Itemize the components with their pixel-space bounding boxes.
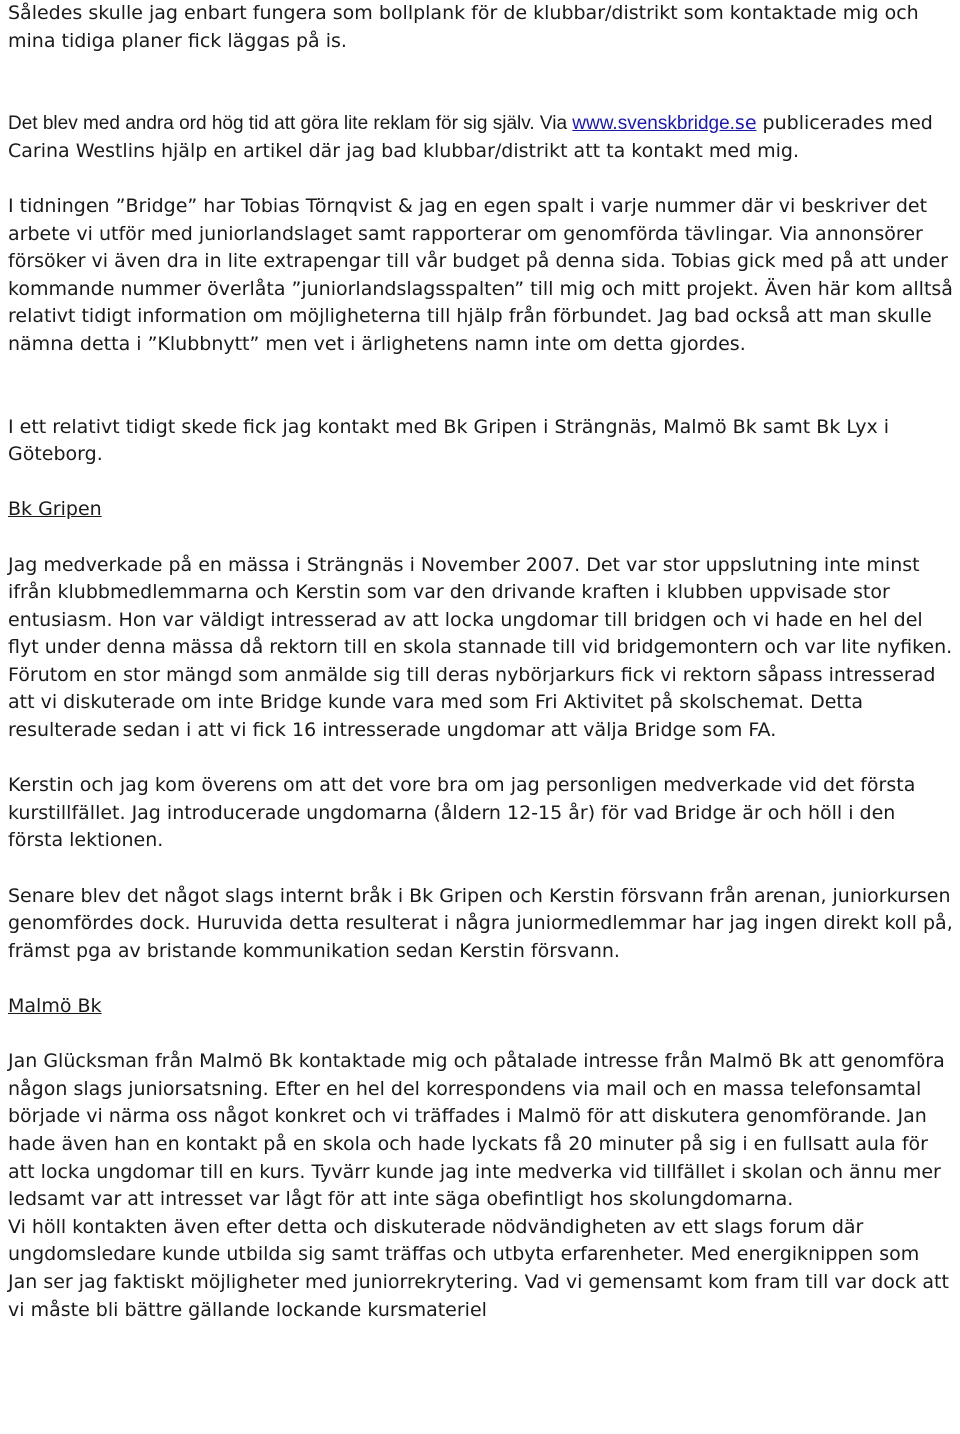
paragraph-massa-strangnas: Jag medverkade på en mässa i Strängnäs i November 2007. Det var stor uppslutning inte minst ifrån klubbmedlemmarna och Kerstin som var den drivande kraften i klubben uppvisade stor entusiasm. Hon var väldigt intresserad av att locka ungdomar till bridgen och vi hade en hel del flyt under denna mässa då rektorn till en skola stannade till vid bridgemontern och var lite nyfiken. Förutom en stor mängd som anmälde sig till deras nybörjarkurs fick vi rektorn såpass intresserad att vi diskuterade om inte Bridge kunde vara med som Fri Aktivitet på skolschemat. Detta resulterade sedan i att vi fick 16 intresserade ungdomar att välja Bridge som FA. bbox=[8, 553, 953, 742]
paragraph-reklam-rest: publicerades med Carina Westlins hjälp en artikel där jag bad klubbar/distrikt att ta kontakt med mig. bbox=[8, 112, 933, 162]
svenskbridge-link-tld[interactable]: se bbox=[734, 112, 757, 135]
heading-malmo-bk: Malmö Bk bbox=[8, 995, 102, 1017]
svenskbridge-link-domain: www.svenskbridge. bbox=[572, 113, 735, 135]
paragraph-forum: Vi höll kontakten även efter detta och diskuterade nödvändigheten av ett slags forum där ungdomsledare kunde utbilda sig samt träffas och utbyta erfarenheter. Med energiknippen som Jan ser jag faktiskt möjligheter med juniorrekrytering. Vad vi gemensamt kom fram till var dock att vi måste bli bättre gällande lockande kursmateriel bbox=[8, 1215, 949, 1321]
paragraph-tidningen-bridge: I tidningen ”Bridge” har Tobias Törnqvist & jag en egen spalt i varje nummer där vi beskriver det arbete vi utför med juniorlandslaget samt rapporterar om genomförda tävlingar. Via annonsörer försöker vi även dra in lite extrapengar till vår budget på denna sida. Tobias gick med på att under kommande nummer överlåta ”juniorlandslagsspalten” till mig och mitt projekt. Även här kom alltså relativt tidigt information om möjligheterna till hjälp från förbundet. Jag bad också att man skulle nämna detta i ”Klubbnytt” men vet i ärlighetens namn inte om detta gjordes. bbox=[8, 194, 953, 355]
paragraph-jan-glucksman: Jan Glücksman från Malmö Bk kontaktade mig och påtalade intresse från Malmö Bk att genomföra någon slags juniorsatsning. Efter en hel del korrespondens via mail och en massa telefonsamtal började vi närma oss något konkret och vi träffades i Malmö för att diskutera genomförande. Jan hade även han en kontakt på en skola och hade lyckats få 20 minuter på sig i en fullsatt aula för att locka ungdomar till en kurs. Tyvärr kunde jag inte medverka vid tillfället i skolan och ännu mer ledsamt var att intresset var lågt för att inte säga obefintligt hos skolungdomarna. bbox=[8, 1050, 945, 1211]
paragraph-internt-brak: Senare blev det något slags internt bråk i Bk Gripen och Kerstin försvann från arenan, juniorkursen genomfördes dock. Huruvida detta resulterat i några juniormedlemmar har jag ingen direkt koll på, främst pga av bristande kommunikation sedan Kerstin försvann. bbox=[8, 884, 953, 962]
paragraph-tidigt-skede: I ett relativt tidigt skede fick jag kontakt med Bk Gripen i Strängnäs, Malmö Bk samt Bk Lyx i Göteborg. bbox=[8, 415, 890, 466]
paragraph-reklam bbox=[8, 110, 954, 165]
document-body bbox=[8, 0, 954, 1324]
paragraph-bollplank: Således skulle jag enbart fungera som bollplank för de klubbar/distrikt som kontaktade mig och mina tidiga planer fick läggas på is. bbox=[8, 2, 919, 52]
paragraph-reklam-intro: Det blev med andra ord hög tid att göra lite reklam för sig själv. Via bbox=[8, 113, 573, 135]
paragraph-forsta-kurstillfallet: Kerstin och jag kom överens om att det vore bra om jag personligen medverkade vid det första kurstillfället. Jag introducerade ungdomarna (åldern 12-15 år) för vad Bridge är och höll i den första lektionen. bbox=[8, 774, 916, 852]
svenskbridge-link[interactable] bbox=[572, 113, 735, 134]
heading-bk-gripen: Bk Gripen bbox=[8, 498, 102, 521]
